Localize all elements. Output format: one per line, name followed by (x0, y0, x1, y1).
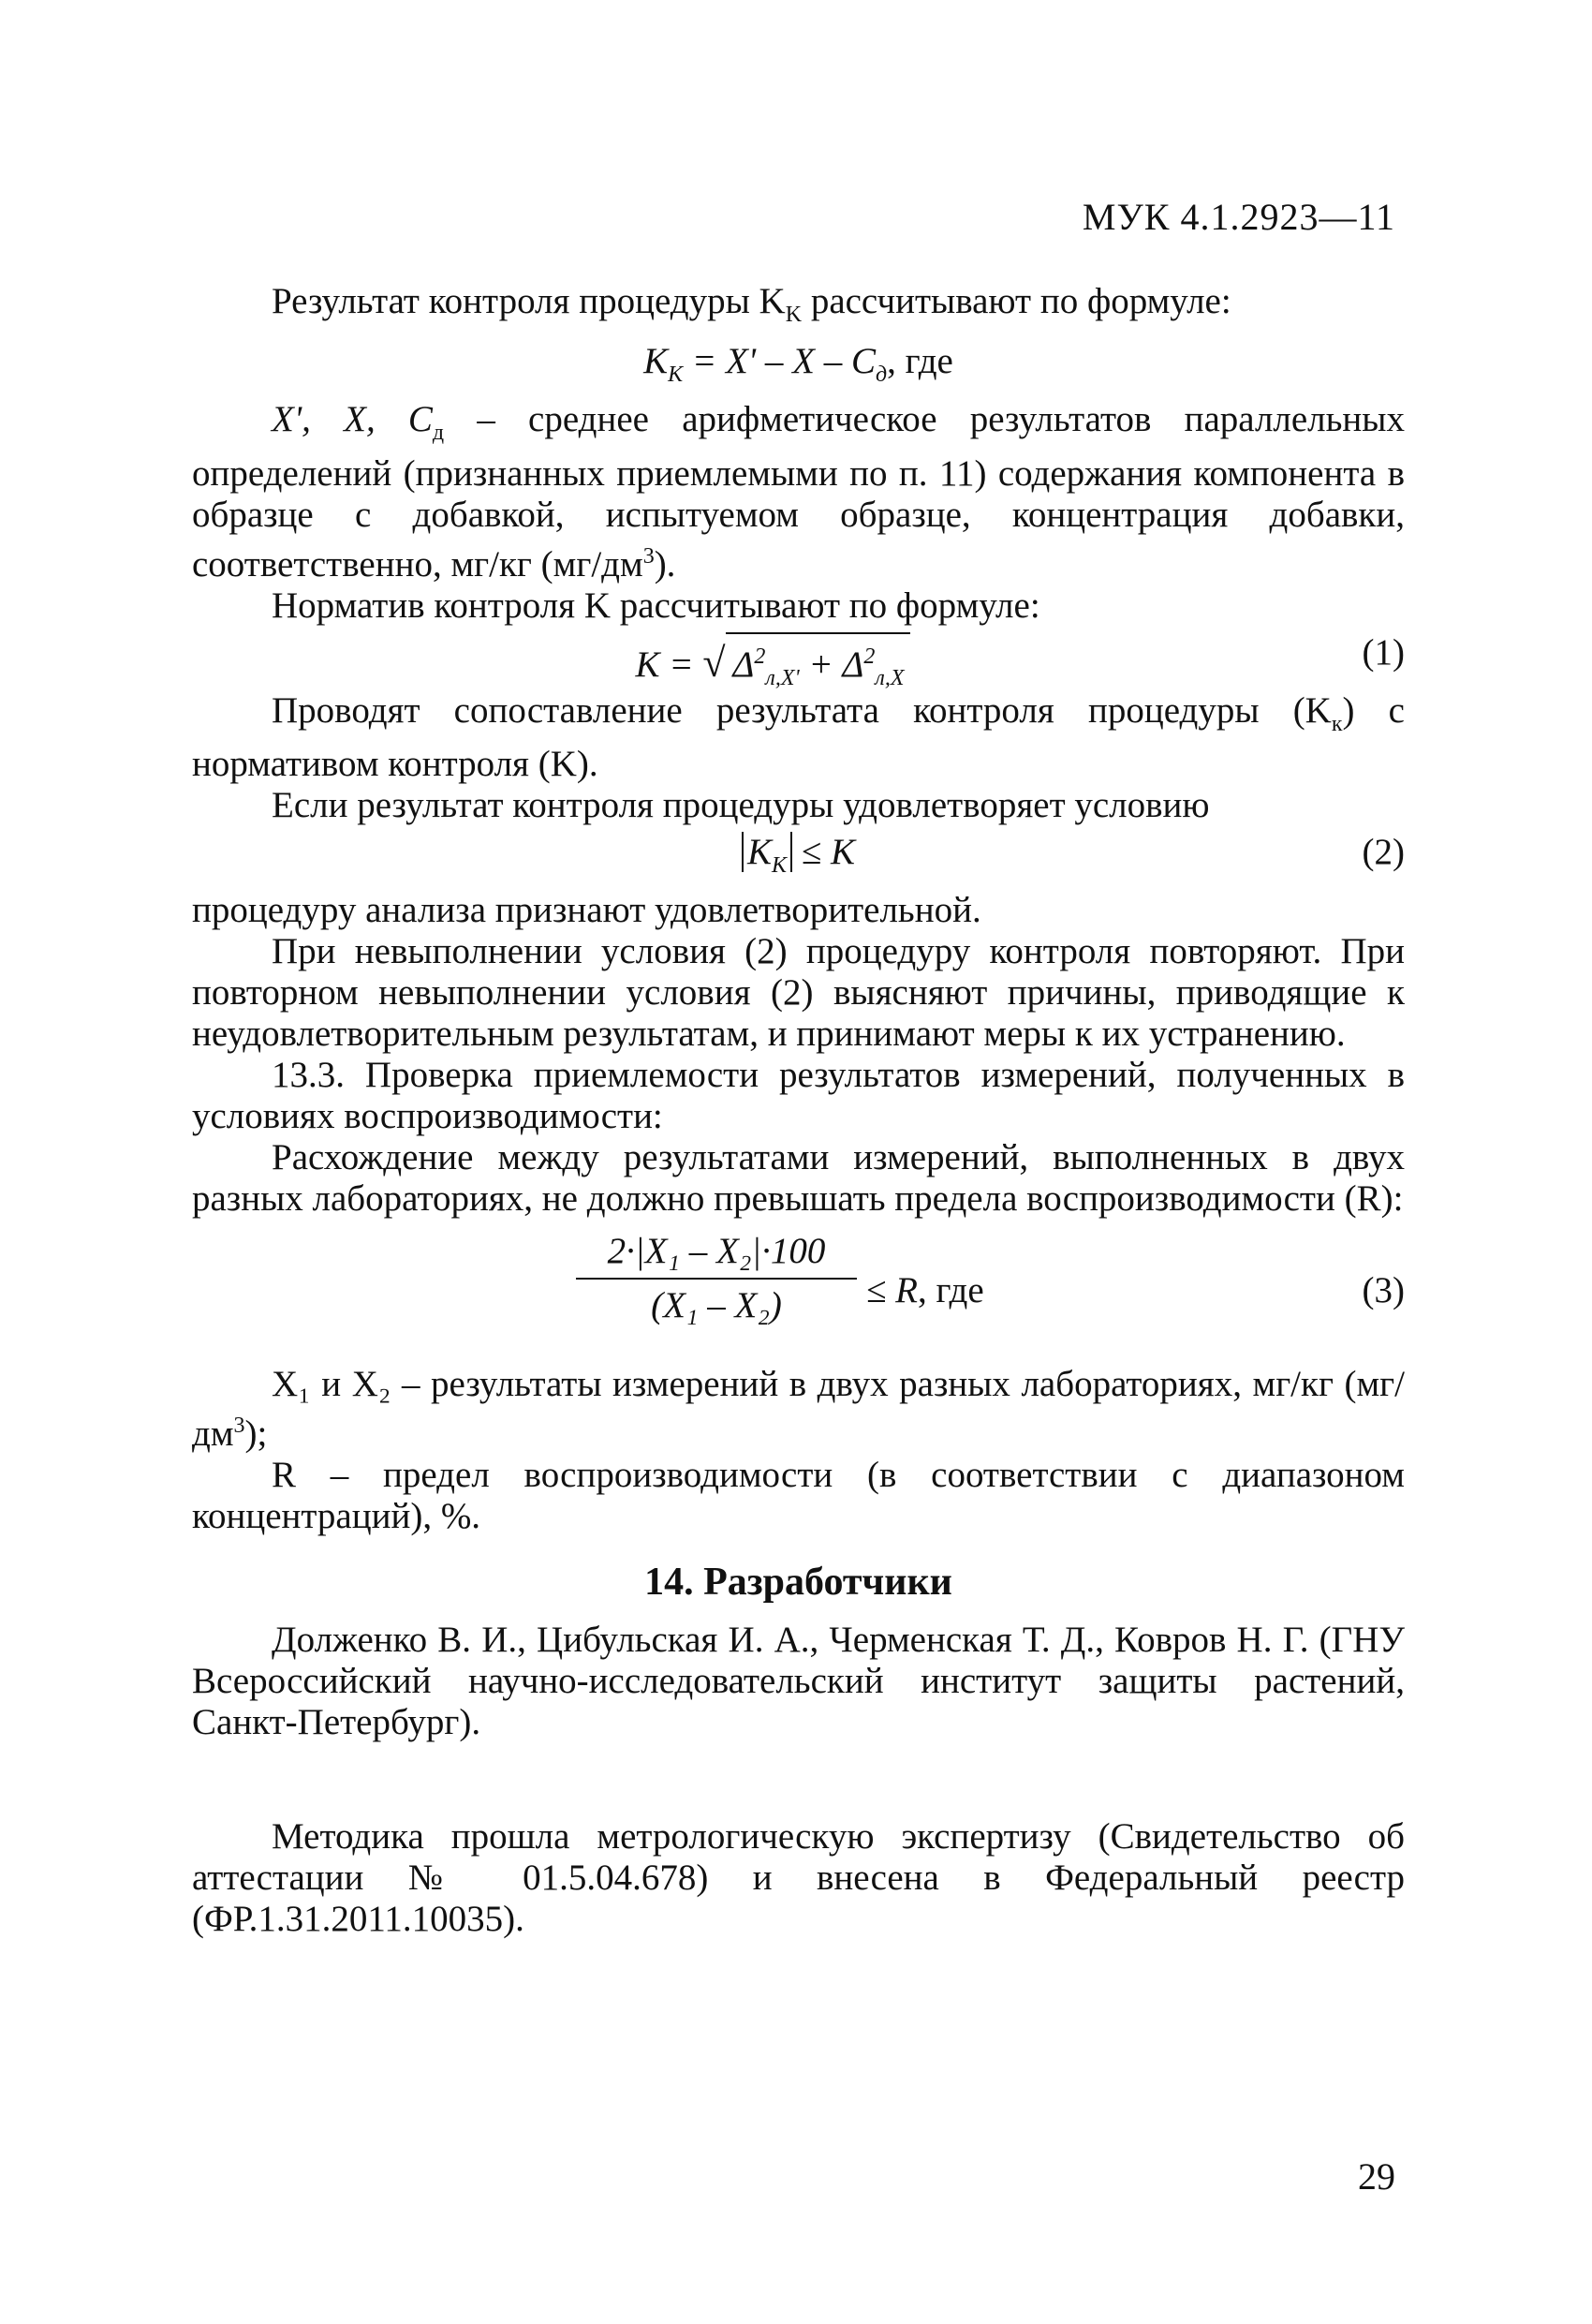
paragraph-repeat-control: При невыполнении условия (2) процедуру контроля повторяют. При повторном невыполнении условия (2) выясняют причины, приводящие к неудовлетворительным результатам, и принимают меры к их устранению. (192, 931, 1405, 1055)
formula-1: K = √ $\Delta^2_{л,X'} + \Delta^2_{л,X}$ (1) (192, 632, 1405, 685)
formula-kk: $K_K = X' - X - C_д$, где (643, 340, 953, 387)
section-14-title: 14. Разработчики (644, 1561, 952, 1605)
paragraph-variables-definition: X', X, $C_д$ – среднее арифметическое результатов параллельных определений (признанных приемлемыми по п. 11) содержания компонента в образце с добавкой, испытуемом образце, концентрация добавки, соответственно, мг/кг $(мг/дм^3)$. (192, 398, 1405, 585)
paragraph-section-13-3: 13.3. Проверка приемлемости результатов измерений, полученных в условиях воспроизводимости: (192, 1055, 1405, 1137)
equation-number-3: (3) (1362, 1270, 1405, 1311)
running-header: МУК 4.1.2923—11 (1082, 196, 1395, 238)
paragraph-r-definition: R – предел воспроизводимости (в соответствии с диапазоном концентраций), %. (192, 1455, 1405, 1537)
fraction (576, 1231, 857, 1326)
formula-3 (192, 1231, 1405, 1353)
page-number: 29 (1358, 2155, 1395, 2198)
formula-2: $K_K \le K$ (2) (192, 832, 1405, 884)
paragraph-developers: Долженко В. И., Цибульская И. А., Черменская Т. Д., Ковров Н. Г. (ГНУ Всероссийский научно-исследовательский институт защиты растений, Санкт-Петербург). (192, 1620, 1405, 1743)
paragraph-condition-intro: Если результат контроля процедуры удовлетворяет условию (272, 785, 1210, 826)
document-body (192, 281, 1405, 1940)
fraction-denominator: (X₁ – X₂) (651, 1285, 782, 1326)
fraction-numerator: 2·|X₁ – X₂|·100 (576, 1231, 857, 1280)
paragraph-reproducibility: Расхождение между результатами измерений, выполненных в двух разных лабораториях, не должно превышать предела воспроизводимости (R): (192, 1137, 1405, 1220)
paragraph-satisfactory: процедуру анализа признают удовлетворительной. (192, 890, 981, 931)
equation-number-2: (2) (1362, 832, 1405, 873)
paragraph-result-formula-intro: Результат контроля процедуры $K_K$ рассчитывают по формуле: (272, 281, 1231, 327)
paragraph-comparison: Проводят сопоставление результата контроля процедуры $(K_к)$ с нормативом контроля (K). (192, 689, 1405, 785)
paragraph-norm-intro: Норматив контроля K рассчитывают по формуле: (272, 585, 1040, 626)
paragraph-closing-registration: Методика прошла метрологическую экспертизу (Свидетельство об аттестации № 01.5.04.678) и внесена в Федеральный реестр (ФР.1.31.2011.10035). (192, 1816, 1405, 1940)
paragraph-x1-x2-definition: X₁ и X₂ – результаты измерений в двух разных лабораториях, мг/кг $(мг/дм^3)$; (192, 1364, 1405, 1455)
equation-number-1: (1) (1362, 631, 1405, 673)
fraction-tail: ≤ R, где (866, 1270, 984, 1311)
